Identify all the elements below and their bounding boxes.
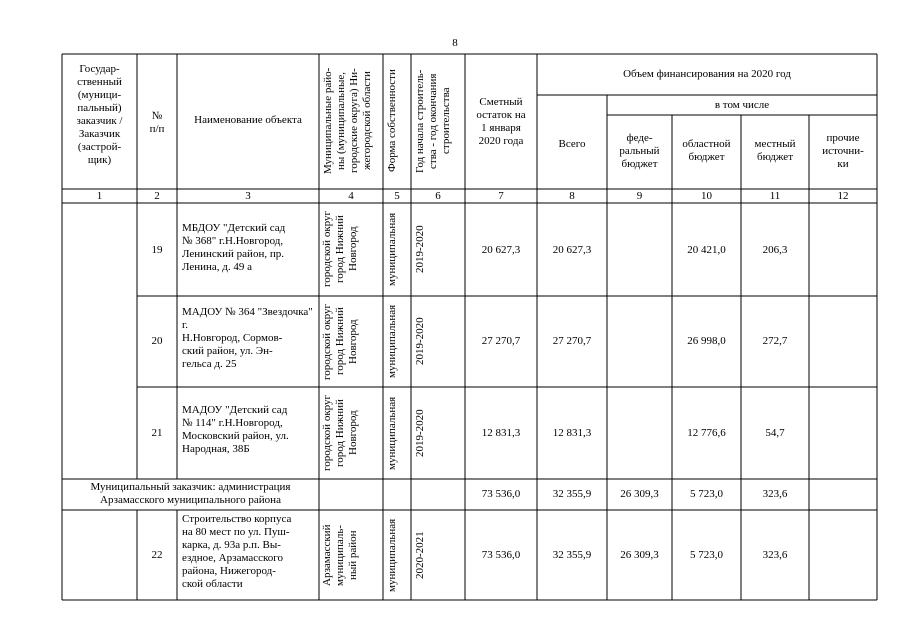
header-financing: Объем финансирования на 2020 год — [623, 68, 791, 80]
customer-row-total: 32 355,9 — [552, 488, 592, 500]
colnum-4: 4 — [348, 190, 354, 202]
row22-district: Арзамасский муниципаль- ный район — [321, 524, 359, 586]
row19-number: 19 — [151, 244, 163, 256]
header-object-name: Наименование объекта — [194, 114, 302, 126]
colnum-1: 1 — [96, 190, 103, 202]
colnum-9: 9 — [636, 190, 643, 202]
header-including: в том числе — [714, 99, 770, 111]
row19-local: 206,3 — [762, 244, 788, 256]
row20-regional: 26 998,0 — [687, 335, 726, 347]
customer-row-label: Муниципальный заказчик: администрация Арзамасского муниципального района — [90, 481, 291, 506]
header-number: № п/п — [149, 110, 165, 135]
row19-ownership: муниципальная — [386, 212, 398, 286]
colnum-6: 6 — [435, 190, 441, 202]
row19-years: 2019-2020 — [414, 225, 426, 273]
header-federal: феде- ральный бюджет — [619, 132, 660, 170]
row22-federal: 26 309,3 — [620, 549, 659, 561]
row20-district: городской округ город Нижний Новгород — [321, 303, 359, 380]
row21-regional: 12 776,6 — [687, 427, 726, 439]
colnum-12: 12 — [837, 190, 849, 202]
header-regional: областной бюджет — [682, 138, 731, 163]
colnum-8: 8 — [569, 190, 575, 202]
header-ownership: Форма собственности — [386, 69, 398, 173]
customer-row-local: 323,6 — [762, 488, 788, 500]
header-local: местный бюджет — [754, 138, 796, 163]
row21-district: городской округ город Нижний Новгород — [321, 394, 359, 472]
row21-local: 54,7 — [765, 427, 785, 439]
row20-years: 2019-2020 — [414, 317, 426, 366]
row22-regional: 5 723,0 — [690, 549, 723, 561]
row19-balance: 20 627,3 — [481, 244, 521, 256]
colnum-3: 3 — [245, 190, 251, 202]
colnum-2: 2 — [154, 190, 160, 202]
row21-balance: 12 831,3 — [481, 427, 521, 439]
colnum-11: 11 — [769, 190, 781, 202]
row22-object-name: Строительство корпуса на 80 мест по ул. Пуш- карка, д. 93а р.п. Вы- ездное, Арзамасского района, Нижегород- ской области — [182, 513, 292, 590]
page-number: 8 — [452, 37, 458, 49]
header-years: Год начала строитель- ства - год окончания строительства — [414, 69, 452, 173]
row22-total: 32 355,9 — [552, 549, 592, 561]
colnum-5: 5 — [394, 190, 400, 202]
row19-object-name: МБДОУ "Детский сад № 368" г.Н.Новгород, Ленинский район, пр. Ленина, д. 49 а — [182, 222, 286, 273]
row22-balance: 73 536,0 — [481, 549, 521, 561]
row21-object-name: МАДОУ "Детский сад № 114" г.Н.Новгород, Московский район, ул. Народная, 38Б — [182, 404, 289, 455]
row21-years: 2019-2020 — [414, 409, 426, 457]
colnum-7: 7 — [498, 190, 504, 202]
row22-number: 22 — [151, 549, 163, 561]
row22-local: 323,6 — [762, 549, 788, 561]
row19-district: городской округ город Нижний Новгород — [321, 210, 359, 288]
row21-total: 12 831,3 — [552, 427, 592, 439]
header-district: Муниципальные райо- ны (муниципальные, городские округа) Ни- жегородской области — [322, 67, 373, 175]
row20-number: 20 — [151, 335, 163, 347]
row20-local: 272,7 — [762, 335, 788, 347]
row20-ownership: муниципальная — [386, 304, 398, 379]
header-total: Всего — [558, 138, 586, 150]
customer-row-balance: 73 536,0 — [481, 488, 521, 500]
row20-object-name: МАДОУ № 364 "Звездочка" г. Н.Новгород, Сормов- ский район, ул. Эн- гельса д. 25 — [182, 306, 313, 370]
colnum-10: 10 — [701, 190, 712, 202]
row21-number: 21 — [151, 427, 163, 439]
row22-years: 2020-2021 — [414, 531, 426, 579]
header-balance: Сметный остаток на 1 января 2020 года — [476, 96, 526, 147]
row21-ownership: муниципальная — [386, 396, 398, 470]
customer-row-regional: 5 723,0 — [690, 488, 723, 500]
header-other: прочие источни- ки — [822, 132, 864, 170]
row19-total: 20 627,3 — [552, 244, 592, 256]
row20-total: 27 270,7 — [552, 335, 592, 347]
row22-ownership: муниципальная — [386, 518, 398, 592]
customer-row-federal: 26 309,3 — [620, 488, 659, 500]
row20-balance: 27 270,7 — [481, 335, 521, 347]
header-customer: Государ- ственный (муници- пальный) заказчик / Заказчик (застрой- щик) — [76, 63, 123, 166]
row19-regional: 20 421,0 — [687, 244, 726, 256]
